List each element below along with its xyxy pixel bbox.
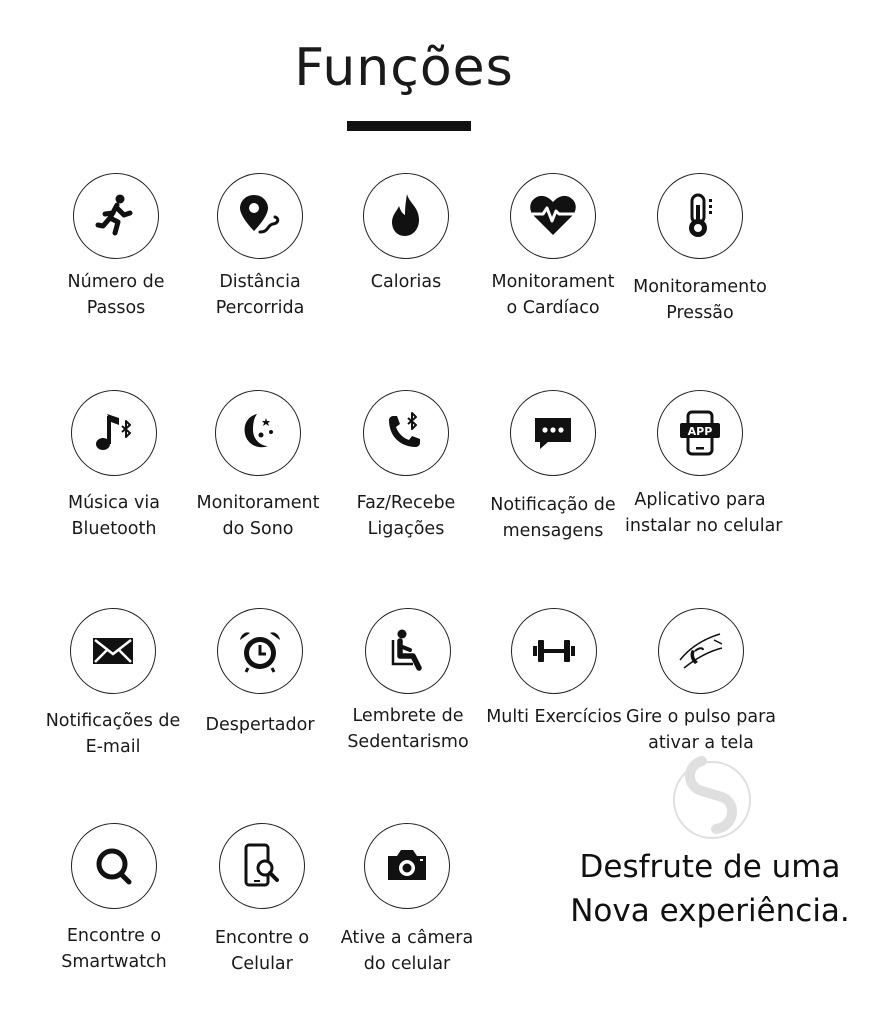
feature-music-bluetooth xyxy=(39,390,189,542)
feature-pressure xyxy=(625,173,775,326)
heart-rate-icon xyxy=(528,191,578,241)
moon-stars-icon xyxy=(233,408,283,458)
feature-label-line: Número de xyxy=(67,272,165,292)
envelope-icon xyxy=(88,626,138,676)
flame-icon xyxy=(381,191,431,241)
feature-icon-circle xyxy=(658,608,744,694)
feature-icon-circle xyxy=(217,173,303,259)
search-circle-icon xyxy=(89,841,139,891)
app-phone-icon xyxy=(675,408,725,458)
page-title: Funções xyxy=(294,38,514,98)
feature-label-line: Encontre o xyxy=(66,926,162,946)
feature-label-line: instalar no celular xyxy=(625,516,783,536)
feature-label-line: Notificações de xyxy=(45,711,181,731)
feature-label-line: Celular xyxy=(231,954,293,974)
feature-email xyxy=(38,608,188,760)
location-route-icon xyxy=(235,191,285,241)
feature-sedentary xyxy=(333,608,483,755)
feature-icon-circle xyxy=(217,608,303,694)
feature-label-line: Ative a câmera xyxy=(340,928,474,948)
running-person-icon xyxy=(91,191,141,241)
feature-label-line: Lembrete de xyxy=(352,706,464,726)
alarm-clock-icon xyxy=(235,626,285,676)
feature-alarm xyxy=(185,608,335,738)
feature-distance xyxy=(185,173,335,321)
feature-label-line: Notificação de xyxy=(490,495,616,515)
feature-icon-circle xyxy=(510,390,596,476)
feature-label-line: Bluetooth xyxy=(71,519,157,539)
feature-icon-circle xyxy=(657,390,743,476)
feature-icon-circle xyxy=(511,608,597,694)
feature-message-notification xyxy=(478,390,628,544)
feature-label-line: do Sono xyxy=(222,519,294,539)
feature-label-line: Sedentarismo xyxy=(347,732,469,752)
feature-label-line: ativar a tela xyxy=(648,733,754,753)
feature-steps xyxy=(41,173,191,321)
feature-label-line: o Cardíaco xyxy=(506,298,600,318)
watermark-logo xyxy=(672,755,752,845)
feature-find-watch xyxy=(39,823,189,975)
feature-icon-circle xyxy=(364,823,450,909)
feature-label-line: do celular xyxy=(363,954,451,974)
feature-label-line: Despertador xyxy=(205,715,315,735)
feature-icon-circle xyxy=(70,608,156,694)
music-bluetooth-icon xyxy=(89,408,139,458)
feature-label-line: Smartwatch xyxy=(61,952,167,972)
feature-icon-circle xyxy=(657,173,743,259)
feature-icon-circle xyxy=(71,823,157,909)
feature-icon-circle xyxy=(219,823,305,909)
feature-calls xyxy=(331,390,481,542)
feature-label-line: Monitoramento xyxy=(633,277,767,297)
phone-bluetooth-icon xyxy=(381,408,431,458)
feature-icon-circle xyxy=(363,173,449,259)
feature-sleep xyxy=(183,390,333,542)
camera-icon xyxy=(382,841,432,891)
feature-label-line: Distância xyxy=(219,272,301,292)
feature-icon-circle xyxy=(365,608,451,694)
message-bubble-icon xyxy=(528,408,578,458)
tagline-line: Nova experiência. xyxy=(570,893,850,929)
feature-label-line: Gire o pulso para xyxy=(626,707,777,727)
title-underline xyxy=(347,121,471,131)
feature-icon-circle xyxy=(363,390,449,476)
phone-search-icon xyxy=(237,841,287,891)
feature-label-line: Monitorament xyxy=(196,493,320,513)
feature-label-line: Música via xyxy=(67,493,161,513)
feature-calories xyxy=(331,173,481,295)
feature-label-line: E-mail xyxy=(85,737,141,757)
feature-label-line: Calorias xyxy=(370,272,442,292)
feature-label-line: mensagens xyxy=(502,521,604,541)
feature-multi-exercise xyxy=(479,608,629,730)
feature-label-line: Aplicativo para xyxy=(634,490,766,510)
feature-label-line: Monitorament xyxy=(491,272,615,292)
feature-label-line: Multi Exercícios xyxy=(486,707,622,727)
feature-icon-circle xyxy=(215,390,301,476)
feature-label-line: Ligações xyxy=(367,519,445,539)
feature-icon-circle xyxy=(73,173,159,259)
tagline-line: Desfrute de uma xyxy=(579,849,841,885)
feature-label-line: Pressão xyxy=(666,303,734,323)
feature-heart-rate xyxy=(478,173,628,321)
feature-icon-circle xyxy=(71,390,157,476)
wrist-band-icon xyxy=(676,626,726,676)
feature-label-line: Encontre o xyxy=(214,928,310,948)
feature-label-line: Passos xyxy=(86,298,146,318)
feature-label-line: Faz/Recebe xyxy=(356,493,456,513)
feature-app xyxy=(625,390,783,539)
feature-find-phone xyxy=(187,823,337,977)
feature-icon-circle xyxy=(510,173,596,259)
dumbbell-icon xyxy=(529,626,579,676)
feature-label-line: Percorrida xyxy=(215,298,305,318)
tagline xyxy=(560,845,860,933)
thermometer-icon xyxy=(675,191,725,241)
feature-wrist-wake xyxy=(626,608,776,756)
feature-camera xyxy=(332,823,482,977)
seated-person-icon xyxy=(383,626,433,676)
svg-text:APP: APP xyxy=(687,425,713,438)
